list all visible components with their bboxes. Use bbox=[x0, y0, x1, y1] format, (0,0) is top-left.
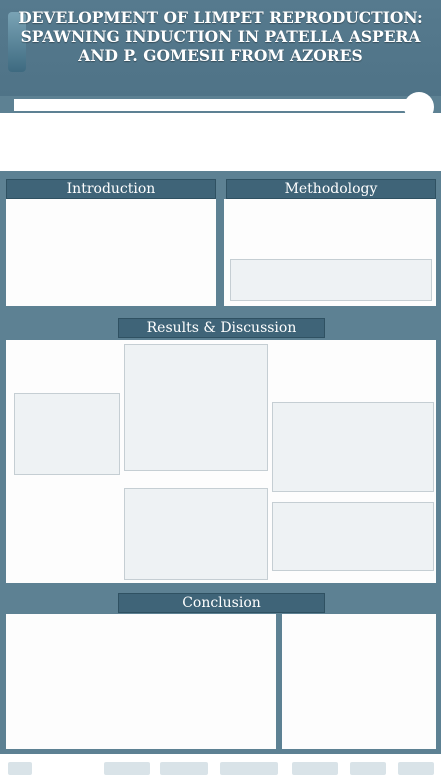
table-spawning-induction bbox=[124, 488, 268, 580]
funder-logo bbox=[104, 762, 150, 775]
poster-header bbox=[0, 0, 441, 96]
funder-logo bbox=[398, 762, 434, 775]
section-introduction-heading: Introduction bbox=[6, 179, 216, 199]
affiliations-block bbox=[0, 113, 441, 171]
figure-p-gomesii-chart bbox=[272, 502, 434, 571]
figure-p-aspera-chart bbox=[272, 402, 434, 492]
section-methodology-heading: Methodology bbox=[226, 179, 436, 199]
section-conclusion-heading: Conclusion bbox=[118, 593, 325, 613]
funder-logo bbox=[160, 762, 208, 775]
conclusion-panel bbox=[6, 614, 276, 749]
methodology-panel bbox=[224, 199, 436, 306]
funder-logo bbox=[8, 762, 32, 775]
acknowledgements-panel bbox=[282, 614, 436, 749]
poster-title: DEVELOPMENT OF LIMPET REPRODUCTION: SPAWNING INDUCTION IN PATELLA ASPERA AND P. GOMESII FROM AZORES bbox=[18, 8, 423, 65]
figure-gsi-chart bbox=[14, 393, 120, 475]
results-panel bbox=[6, 340, 436, 583]
logo-bar bbox=[0, 754, 441, 784]
funder-logo bbox=[350, 762, 386, 775]
author-line bbox=[14, 99, 427, 111]
table-spawning-results bbox=[124, 344, 268, 471]
funder-logo bbox=[292, 762, 338, 775]
methodology-figure bbox=[230, 259, 432, 301]
introduction-text bbox=[6, 199, 216, 306]
section-results-heading: Results & Discussion bbox=[118, 318, 325, 338]
institute-logo bbox=[404, 92, 434, 122]
funder-logo bbox=[220, 762, 278, 775]
